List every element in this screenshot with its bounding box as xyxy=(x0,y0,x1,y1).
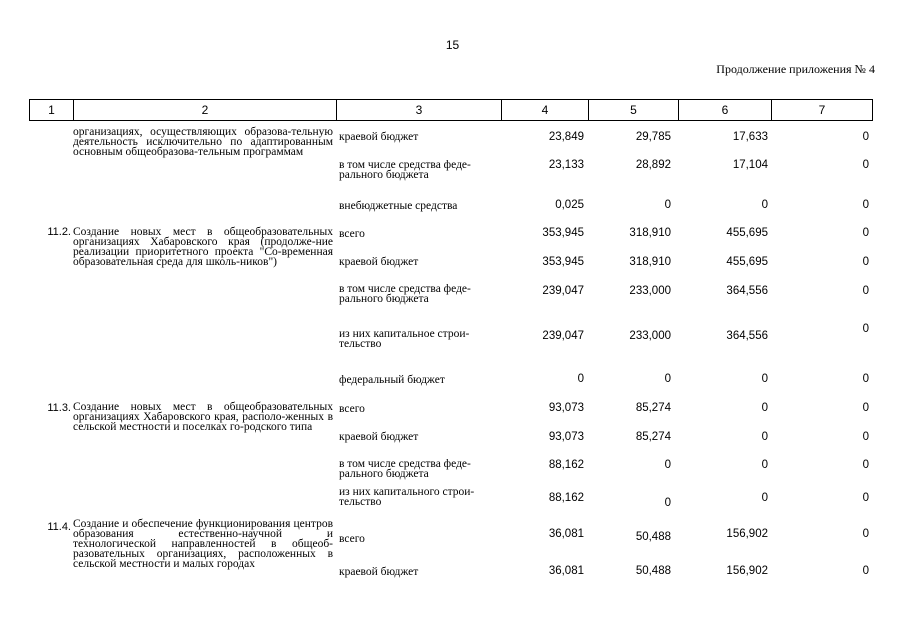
value-col4: 23,133 xyxy=(548,159,584,171)
value-col4: 23,849 xyxy=(548,131,584,143)
header-cell-5: 5 xyxy=(588,100,678,120)
funding-source: всего xyxy=(339,533,365,545)
value-col5: 318,910 xyxy=(629,256,671,268)
value-col6: 156,902 xyxy=(726,528,768,540)
value-col4: 88,162 xyxy=(548,459,584,471)
header-cell-1: 1 xyxy=(48,103,55,117)
value-col6: 17,104 xyxy=(732,159,768,171)
page-number: 15 xyxy=(445,38,460,52)
value-col6: 156,902 xyxy=(726,565,768,577)
row-description: Создание новых мест в общеобразовательных организациях Хабаровского края (продолже-ние реализации приоритетного проекта "Со-временная образовательная среда для школь-ников") xyxy=(73,226,333,268)
funding-source: из них капитальное строи-тельство xyxy=(339,328,470,350)
funding-source: внебюджетные средства xyxy=(339,200,458,212)
value-col4: 353,945 xyxy=(542,256,584,268)
value-col5: 0 xyxy=(664,199,671,211)
value-col7: 0 xyxy=(862,285,869,297)
value-col7: 0 xyxy=(862,131,869,143)
value-col5: 0 xyxy=(664,497,671,509)
value-col7: 0 xyxy=(862,431,869,443)
value-col5: 29,785 xyxy=(635,131,671,143)
funding-source: всего xyxy=(339,403,365,415)
value-col5: 50,488 xyxy=(635,565,671,577)
value-col4: 0 xyxy=(577,373,584,385)
value-col5: 0 xyxy=(664,373,671,385)
funding-source: в том числе средства феде-рального бюджета xyxy=(339,283,471,305)
value-col6: 0 xyxy=(761,431,768,443)
value-col5: 50,488 xyxy=(635,531,671,543)
funding-source: краевой бюджет xyxy=(339,256,419,268)
row-description: Создание новых мест в общеобразовательных организациях Хабаровского края, располо-женных в сельской местности и поселках го-родского типа xyxy=(73,401,333,433)
header-cell-4: 4 xyxy=(501,100,588,120)
value-col5: 233,000 xyxy=(629,330,671,342)
value-col7: 0 xyxy=(862,459,869,471)
value-col7: 0 xyxy=(862,492,869,504)
value-col4: 239,047 xyxy=(542,330,584,342)
value-col7: 0 xyxy=(862,199,869,211)
value-col6: 455,695 xyxy=(726,227,768,239)
funding-source: всего xyxy=(339,228,365,240)
continuation-note: Продолжение приложения № 4 xyxy=(716,62,875,76)
header-cell-2: 2 xyxy=(73,100,336,120)
value-col6: 0 xyxy=(761,459,768,471)
value-col4: 239,047 xyxy=(542,285,584,297)
row-description: организациях, осуществляющих образова-тельную деятельность исключительно по адаптированным основным общеобразова-тельным программам xyxy=(73,126,333,158)
value-col7: 0 xyxy=(862,159,869,171)
value-col5: 318,910 xyxy=(629,227,671,239)
value-col5: 85,274 xyxy=(635,402,671,414)
funding-source: краевой бюджет xyxy=(339,131,419,143)
row-description: Создание и обеспечение функционирования центров образования естественно-научной и технологической направленностей в общеоб-разовательных организациях, расположенных в сельской местности и малых городах xyxy=(73,518,333,570)
value-col5: 28,892 xyxy=(635,159,671,171)
value-col4: 36,081 xyxy=(548,565,584,577)
funding-source: краевой бюджет xyxy=(339,431,419,443)
value-col6: 0 xyxy=(761,402,768,414)
value-col4: 93,073 xyxy=(548,402,584,414)
funding-source: в том числе средства феде-рального бюджета xyxy=(339,159,471,181)
value-col7: 0 xyxy=(862,402,869,414)
value-col4: 36,081 xyxy=(548,528,584,540)
value-col6: 0 xyxy=(761,373,768,385)
funding-source: краевой бюджет xyxy=(339,566,419,578)
value-col6: 364,556 xyxy=(726,330,768,342)
value-col4: 88,162 xyxy=(548,492,584,504)
header-cell-7: 7 xyxy=(771,100,872,120)
value-col6: 455,695 xyxy=(726,256,768,268)
value-col7: 0 xyxy=(862,227,869,239)
value-col7: 0 xyxy=(862,565,869,577)
value-col4: 0,025 xyxy=(555,199,584,211)
funding-source: федеральный бюджет xyxy=(339,374,445,386)
value-col4: 353,945 xyxy=(542,227,584,239)
row-number: 11.2. xyxy=(47,226,71,238)
value-col6: 17,633 xyxy=(732,131,768,143)
value-col5: 85,274 xyxy=(635,431,671,443)
value-col7: 0 xyxy=(862,528,869,540)
value-col7: 0 xyxy=(862,373,869,385)
value-col6: 0 xyxy=(761,199,768,211)
table-header xyxy=(29,99,873,121)
value-col6: 364,556 xyxy=(726,285,768,297)
funding-source: в том числе средства феде-рального бюджета xyxy=(339,458,471,480)
value-col4: 93,073 xyxy=(548,431,584,443)
value-col5: 0 xyxy=(664,459,671,471)
value-col7: 0 xyxy=(862,256,869,268)
header-cell-3: 3 xyxy=(336,100,501,120)
value-col7: 0 xyxy=(862,323,869,335)
value-col5: 233,000 xyxy=(629,285,671,297)
row-number: 11.4. xyxy=(47,521,71,533)
row-number: 11.3. xyxy=(47,402,71,414)
value-col6: 0 xyxy=(761,492,768,504)
funding-source: из них капитального строи-тельство xyxy=(339,486,475,508)
header-cell-6: 6 xyxy=(678,100,771,120)
